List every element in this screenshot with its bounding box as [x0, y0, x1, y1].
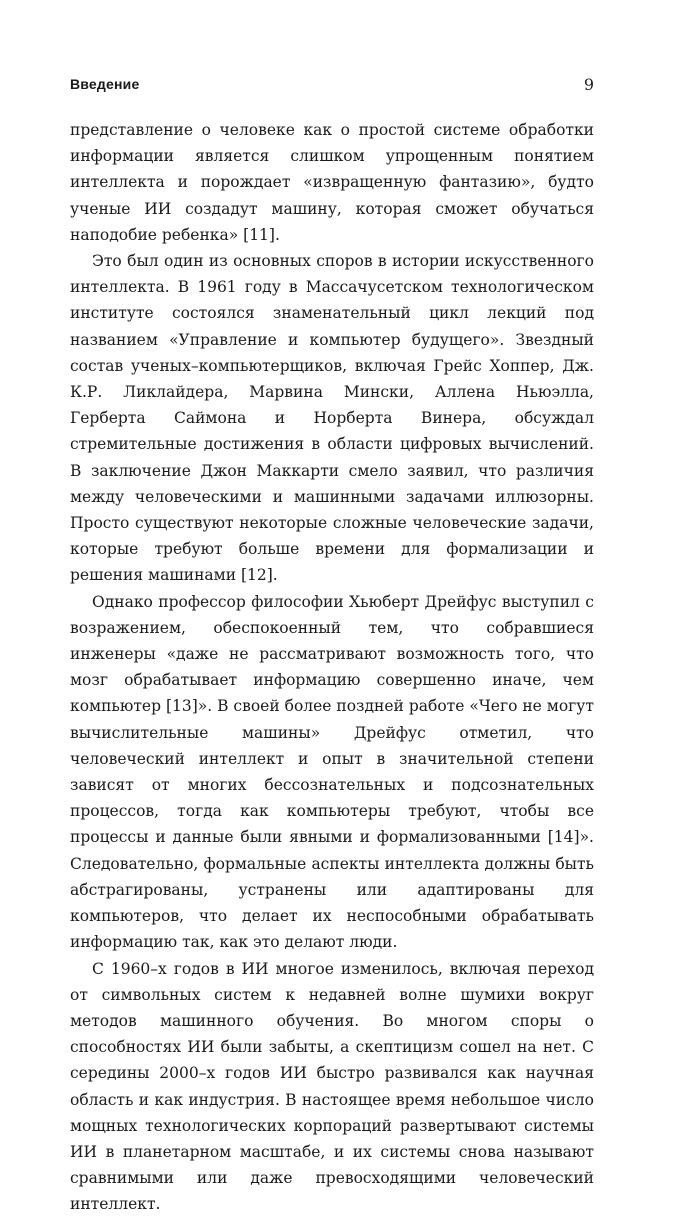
paragraph-1: представление о человеке как о простой системе обработки информации является слишком упрощенным понятием интеллекта и порождает «извращенную фантазию», будто ученые ИИ создадут машину, которая сможет обучаться наподобие ребенка» [11].: [70, 121, 594, 244]
paragraph-4: С 1960–х годов в ИИ многое изменилось, включая переход от символьных систем к недавней волне шумихи вокруг методов машинного обучения. Во многом споры о способностях ИИ были забыты, а скептицизм сошел на нет. С середины 2000–х годов ИИ быстро развивался как научная область и как индустрия. В настоящее время небольшое число мощных технологических корпораций развертывают системы ИИ в планетарном масштабе, и их системы снова называют сравнимыми или даже превосходящими человеческий интеллект.: [70, 959, 594, 1214]
book-page: [70, 0, 594, 1214]
body-text: [70, 117, 594, 1218]
paragraph-2: Это был один из основных споров в истории искусственного интеллекта. В 1961 году в Массачусетском технологическом институте состоялся знаменательный цикл лекций под названием «Управление и компьютер будущего». Звездный состав ученых–компьютерщиков, включая Грейс Хоппер, Дж. К.Р. Ликлайдера, Марвина Мински, Аллена Ньюэлла, Герберта Саймона и Норберта Винера, обсуждал стремительные достижения в области цифровых вычислений. В заключение Джон Маккарти смело заявил, что различия между человеческими и машинными задачами иллюзорны. Просто существуют некоторые сложные человеческие задачи, которые требуют больше времени для формализации и решения машинами [12].: [70, 252, 594, 585]
page-number: 9: [583, 75, 594, 94]
paragraph-3: Однако профессор философии Хьюберт Дрейфус выступил с возражением, обеспокоенный тем, что собравшиеся инженеры «даже не рассматривают возможность того, что мозг обрабатывает информацию совершенно иначе, чем компьютер [13]». В своей более поздней работе «Чего не могут вычислительные машины» Дрейфус отметил, что человеческий интеллект и опыт в значительной степени зависят от многих бессознательных и подсознательных процессов, тогда как компьютеры требуют, чтобы все процессы и данные были явными и формализованными [14]». Следовательно, формальные аспекты интеллекта должны быть абстрагированы, устранены или адаптированы для компьютеров, что делает их неспособными обрабатывать информацию так, как это делают люди.: [70, 592, 594, 952]
running-head: [70, 76, 594, 98]
chapter-title: Введение: [70, 76, 140, 92]
